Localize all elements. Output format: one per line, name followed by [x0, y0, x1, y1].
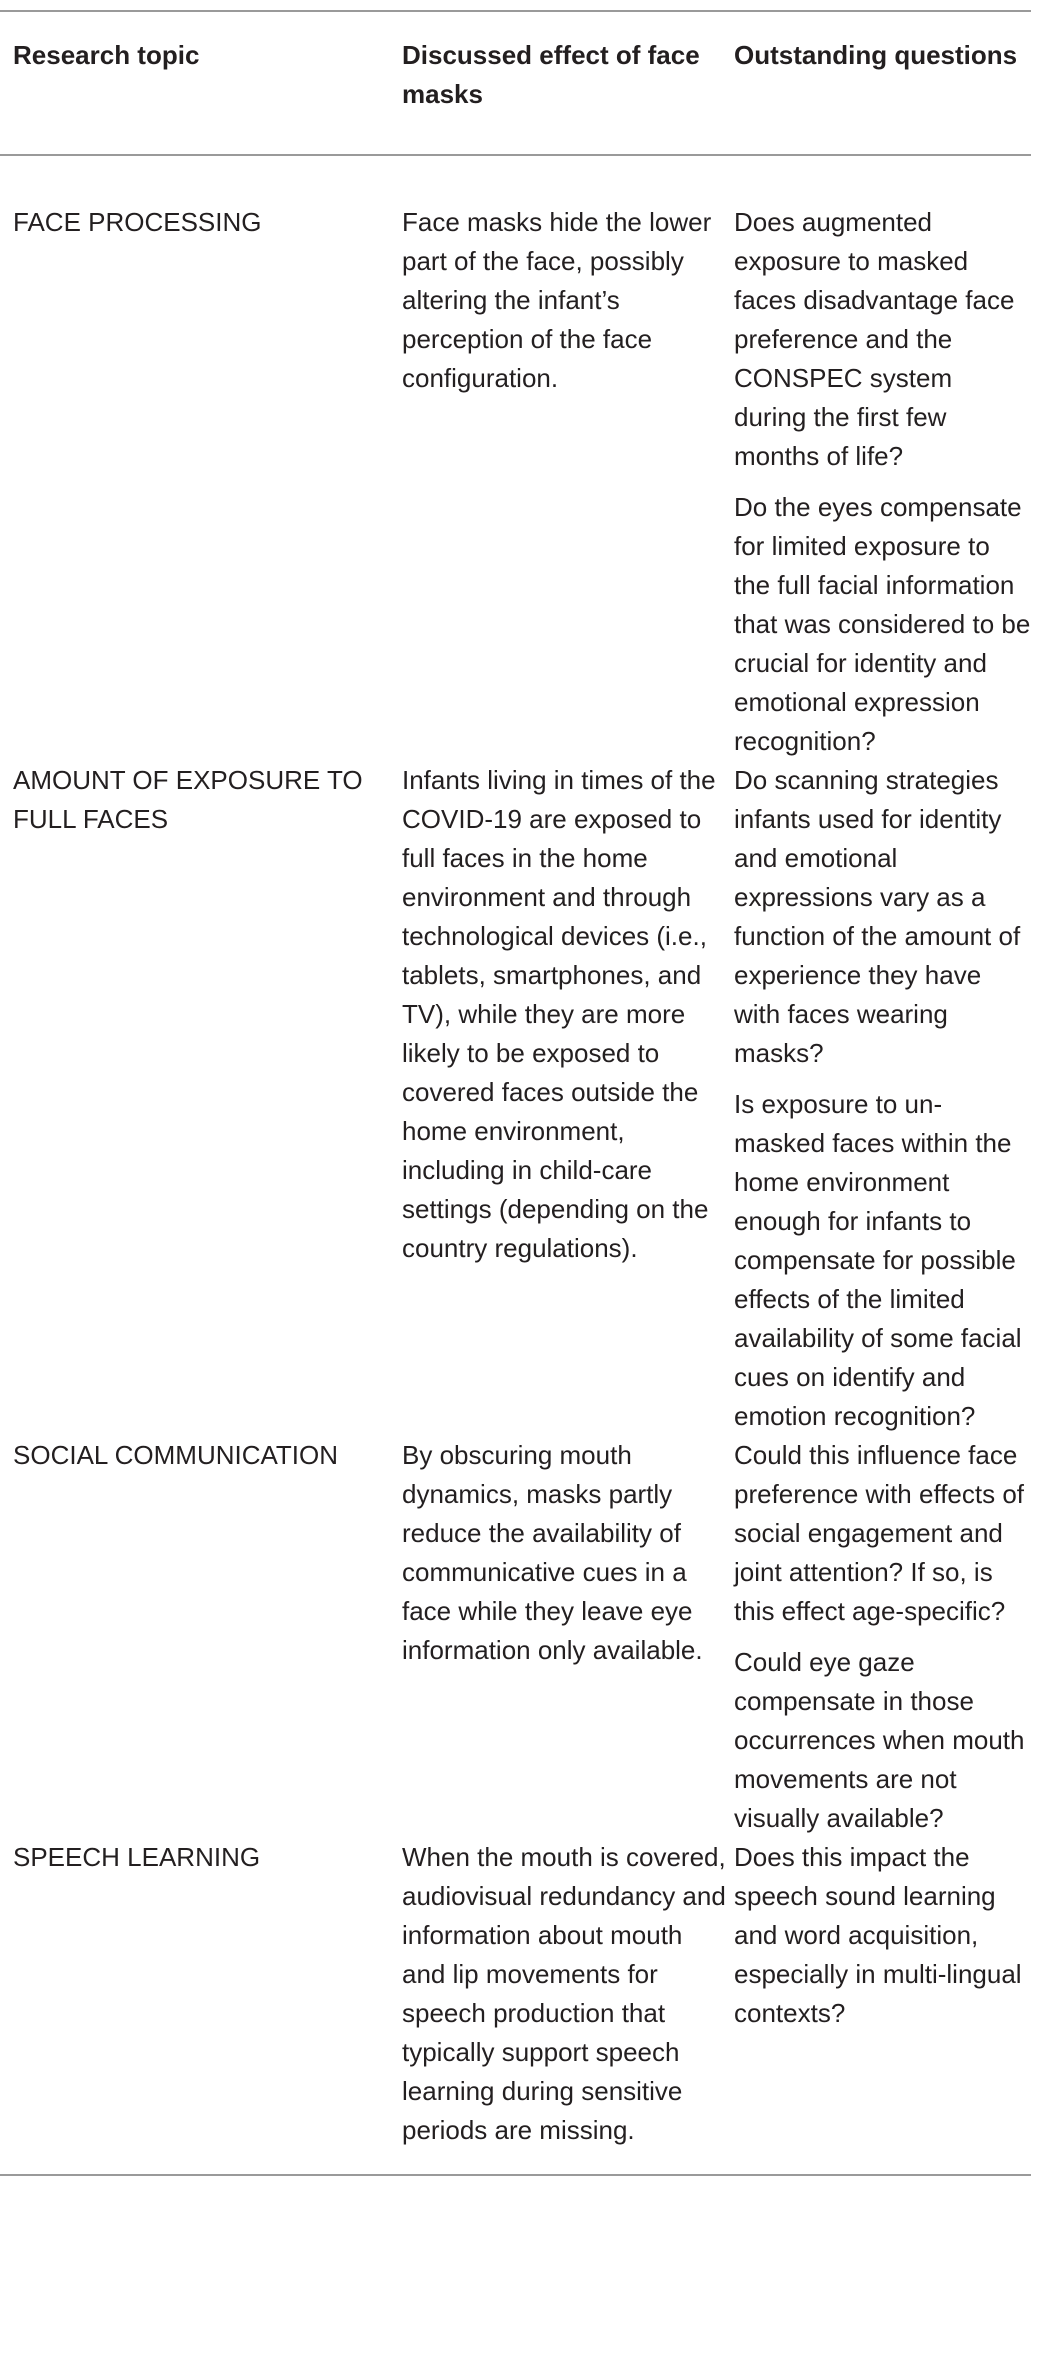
effect-cell: By obscuring mouth dynamics, masks partly reduce the availability of communicative cues in a face while they leave eye information only available.: [402, 1440, 703, 1665]
questions-cell: [726, 761, 1031, 1436]
effect-cell: Infants living in times of the COVID-19 are exposed to full faces in the home environment and through technological devices (i.e., tablets, smartphones, and TV), while they are more likely to be exposed to covered faces outside the home environment, including in child-care settings (depending on the country regulations).: [402, 765, 716, 1263]
effect-cell: Face masks hide the lower part of the face, possibly altering the infant’s perception of the face configuration.: [402, 207, 712, 393]
header-discussed-effect: Discussed effect of face masks: [402, 40, 700, 109]
research-topic-cell: SPEECH LEARNING: [13, 1842, 261, 1872]
question-text: Is exposure to un-masked faces within the home environment enough for infants to compensate for possible effects of the limited availability of some facial cues on identify and emotion recognition?: [734, 1089, 1022, 1431]
table-row: [0, 1436, 1031, 1838]
questions-cell: [726, 1436, 1031, 1838]
question-text: Does augmented exposure to masked faces disadvantage face preference and the CONSPEC system during the first few months of life?: [734, 207, 1015, 471]
research-topic-cell: AMOUNT OF EXPOSURE TO FULL FACES: [13, 765, 363, 834]
research-table: [0, 10, 1031, 2176]
questions-cell: [726, 203, 1031, 761]
table-row: [0, 761, 1031, 1436]
header-research-topic: Research topic: [13, 40, 200, 70]
question-text: Could this influence face preference with effects of social engagement and joint attention? If so, is this effect age-specific?: [734, 1440, 1025, 1626]
question-text: Does this impact the speech sound learning and word acquisition, especially in multi-lingual contexts?: [734, 1842, 1022, 2028]
effect-cell: When the mouth is covered, audiovisual redundancy and information about mouth and lip movements for speech production that typically support speech learning during sensitive periods are missing.: [402, 1842, 726, 2145]
questions-cell: [726, 1838, 1031, 2150]
table-row: [0, 1838, 1031, 2176]
research-topic-cell: FACE PROCESSING: [13, 207, 262, 237]
question-text: Do scanning strategies infants used for identity and emotional expressions vary as a function of the amount of experience they have with faces wearing masks?: [734, 765, 1021, 1068]
table-header: [0, 12, 1031, 156]
research-topic-cell: SOCIAL COMMUNICATION: [13, 1440, 339, 1470]
table-row: [0, 156, 1031, 761]
header-outstanding-questions: Outstanding questions: [734, 40, 1018, 70]
question-text: Do the eyes compensate for limited exposure to the full facial information that was considered to be crucial for identity and emotional expression recognition?: [734, 492, 1031, 756]
question-text: Could eye gaze compensate in those occurrences when mouth movements are not visually available?: [734, 1647, 1025, 1833]
